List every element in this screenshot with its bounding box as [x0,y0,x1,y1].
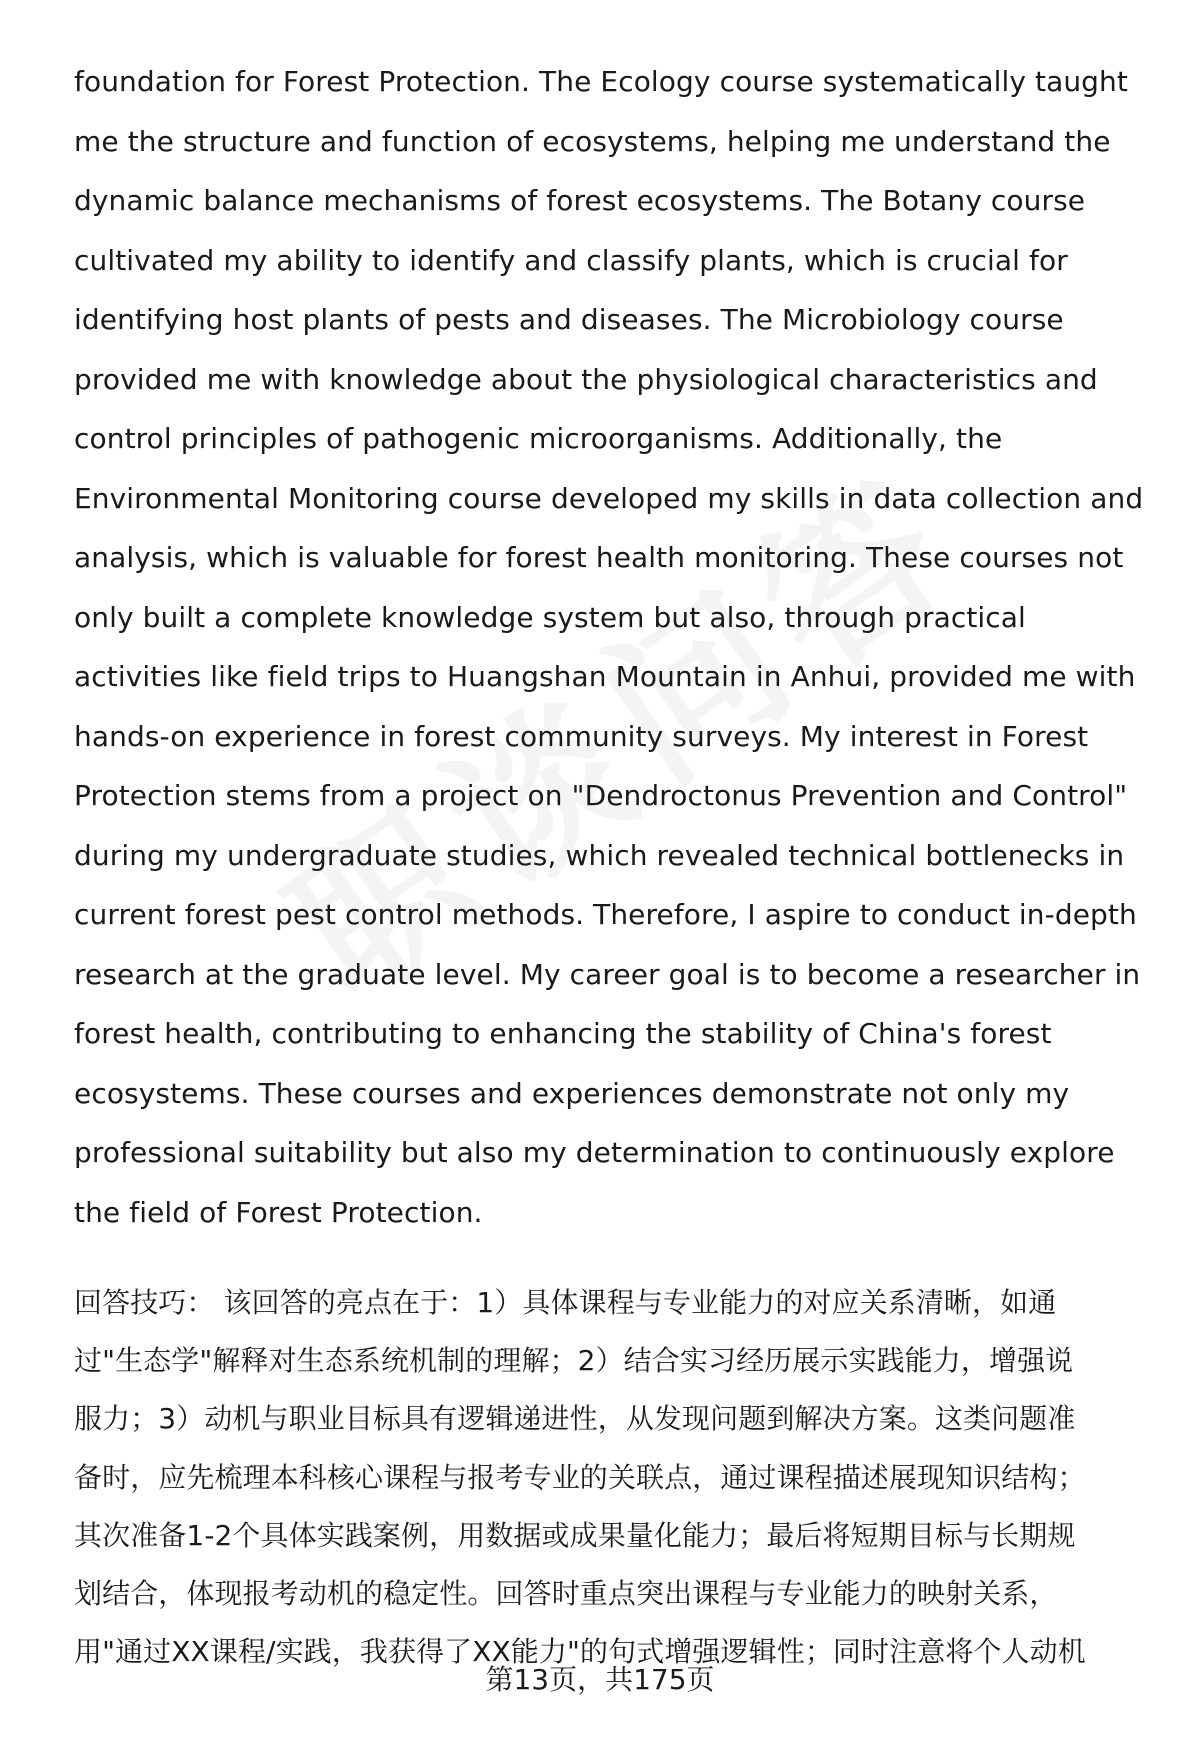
text-line: analysis, which is valuable for forest health monitoring. These courses not [74,541,1124,574]
text-line: cultivated my ability to identify and classify plants, which is crucial for [74,243,1068,277]
page-number: 第13页，共175页 [485,1663,715,1696]
text-line: 用"通过XX课程/实践，我获得了XX能力"的句式增强逻辑性；同时注意将个人动机 [74,1635,1086,1669]
english-paragraph [74,52,1164,1242]
text-line: Protection stems from a project on "Dendroctonus Prevention and Control" [74,779,1128,812]
paragraph-gap [74,1242,1164,1274]
text-line: forest health, contributing to enhancing the stability of China's forest [74,1017,1052,1050]
text-line: dynamic balance mechanisms of forest ecosystems. The Botany course [74,184,1086,217]
text-line: 过"生态学"解释对生态系统机制的理解；2）结合实习经历展示实践能力，增强说 [74,1344,1074,1378]
text-line: activities like field trips to Huangshan Mountain in Anhui, provided me with [74,660,1136,693]
text-line: control principles of pathogenic microorganisms. Additionally, the [74,422,1003,455]
text-line: only built a complete knowledge system but also, through practical [74,600,1026,634]
text-line: during my undergraduate studies, which revealed technical bottlenecks in [74,838,1125,872]
text-line: me the structure and function of ecosystems, helping me understand the [74,124,1111,158]
text-line: ecosystems. These courses and experiences demonstrate not only my [74,1076,1070,1110]
text-line: 其次准备1-2个具体实践案例，用数据或成果量化能力；最后将短期目标与长期规 [74,1518,1076,1552]
text-line: Environmental Monitoring course developed my skills in data collection and [74,481,1144,515]
text-line: 备时，应先梳理本科核心课程与报考专业的关联点，通过课程描述展现知识结构； [74,1460,1086,1494]
text-line: 回答技巧： 该回答的亮点在于：1）具体课程与专业能力的对应关系清晰，如通 [74,1286,1057,1319]
text-line: research at the graduate level. My career goal is to become a researcher in [74,957,1141,991]
text-line: 服力；3）动机与职业目标具有逻辑递进性，从发现问题到解决方案。这类问题准 [74,1402,1076,1436]
text-line: current forest pest control methods. Therefore, I aspire to conduct in-depth [74,898,1137,931]
text-line: hands-on experience in forest community surveys. My interest in Forest [74,719,1089,753]
text-line: provided me with knowledge about the physiological characteristics and [74,362,1098,396]
text-line: identifying host plants of pests and diseases. The Microbiology course [74,303,1064,336]
text-line: 划结合，体现报考动机的稳定性。回答时重点突出课程与专业能力的映射关系， [74,1576,1058,1610]
text-line: professional suitability but also my determination to continuously explore [74,1136,1115,1169]
text-line: the field of Forest Protection. [74,1195,483,1229]
document-body [74,52,1164,1681]
tips-paragraph [74,1274,1164,1681]
text-line: foundation for Forest Protection. The Ecology course systematically taught [74,65,1128,98]
